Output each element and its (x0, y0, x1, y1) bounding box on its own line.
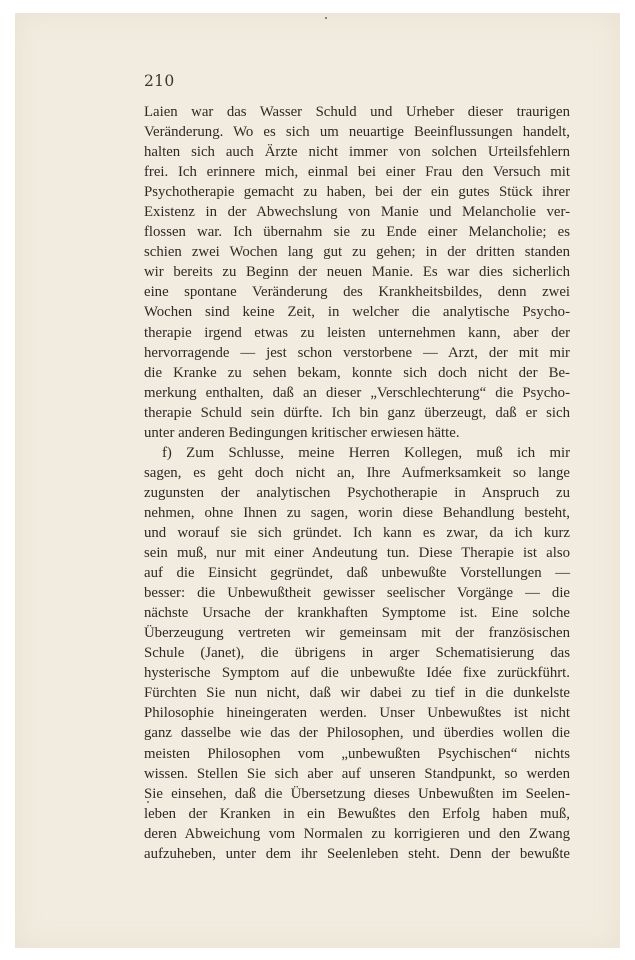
text-line: sagen, es geht doch nicht an, Ihre Aufmerksamkeit so lange (144, 464, 570, 481)
text-line: f) Zum Schlusse, meine Herren Kollegen, muß ich mir (162, 444, 570, 461)
page-number: 210 (144, 72, 175, 90)
text-line: nächste Ursache der krankhaften Symptome ist. Eine solche (144, 605, 570, 622)
text-line: zugunsten der analytischen Psychotherapie in Anspruch zu (144, 484, 570, 501)
text-line: deren Abweichung vom Normalen zu korrigieren und den Zwang (144, 825, 570, 842)
text-line: besser: die Unbewußtheit gewisser seelischer Vorgänge — die (144, 585, 570, 602)
text-line: schien zwei Wochen lang gut zu gehen; in der dritten standen (144, 244, 570, 261)
text-line: frei. Ich erinnere mich, einmal bei einer Frau den Versuch mit (144, 164, 570, 181)
text-line: nehmen, ohne Ihnen zu sagen, worin diese Behandlung besteht, (144, 504, 570, 521)
text-line: ganz dasselbe wie das der Philosophen, und überdies wollen die (144, 725, 570, 742)
text-line: wir bereits zu Beginn der neuen Manie. Es war dies sicherlich (144, 264, 570, 281)
body-text (144, 102, 570, 864)
text-line: Fürchten Sie nun nicht, daß wir dabei zu tief in die dunkelste (144, 685, 570, 702)
text-line: flossen war. Ich übernahm sie zu Ende einer Melancholie; es (144, 224, 570, 241)
text-line: Überzeugung vertreten wir gemeinsam mit der französischen (144, 625, 570, 642)
text-line: merkung enthalten, daß an dieser „Verschlechterung“ die Psycho- (144, 384, 570, 401)
text-line: hysterische Symptom auf die unbewußte Idée fixe zurückführt. (144, 665, 570, 682)
text-line: wissen. Stellen Sie sich aber auf unseren Standpunkt, so werden (144, 765, 570, 782)
text-line: therapie irgend etwas zu leisten unternehmen kann, aber der (144, 324, 570, 341)
top-margin-mark (325, 17, 327, 19)
text-line: meisten Philosophen vom „unbewußten Psychischen“ nichts (144, 745, 570, 762)
text-line: Existenz in der Abwechslung von Manie und Melancholie ver- (144, 204, 570, 221)
text-line: aufzuheben, unter dem ihr Seelenleben steht. Denn der bewußte (144, 845, 570, 862)
text-line: hervorragende — jest schon verstorbene — Arzt, der mit mir (144, 344, 570, 361)
text-line: leben der Kranken in ein Bewußtes den Erfolg haben muß, (144, 805, 570, 822)
text-line: auf die Einsicht gegründet, daß unbewußte Vorstellungen — (144, 565, 570, 582)
text-line: sein muß, nur mit einer Andeutung tun. Diese Therapie ist also (144, 545, 570, 562)
text-line: Philosophie hineingeraten werden. Unser Unbewußtes ist nicht (144, 705, 570, 722)
text-line: eine spontane Veränderung des Krankheitsbildes, denn zwei (144, 284, 570, 301)
text-line: Sie einsehen, daß die Übersetzung dieses Unbewußten im Seelen- (144, 785, 570, 802)
text-line: Wochen sind keine Zeit, in welcher die analytische Psycho- (144, 304, 570, 321)
text-line: Laien war das Wasser Schuld und Urheber dieser traurigen (144, 104, 570, 120)
text-line: Veränderung. Wo es sich um neuartige Beeinflussungen handelt, (144, 124, 570, 141)
text-line: Psychotherapie gemacht zu haben, bei der ein gutes Stück ihrer (144, 184, 570, 201)
text-line: unter anderen Bedingungen kritischer erwiesen hätte. (144, 424, 460, 441)
text-line: halten sich auch Ärzte nicht immer von solchen Urteilsfehlern (144, 144, 570, 161)
text-line: Schule (Janet), die übrigens in arger Schematisierung das (144, 645, 570, 662)
text-line: therapie Schuld sein dürfte. Ich bin ganz überzeugt, daß er sich (144, 404, 570, 421)
text-line: und worauf sie sich gründet. Ich kann es zwar, da ich kurz (144, 524, 570, 541)
text-line: die Kranke zu sehen bekam, konnte sich doch nicht der Be- (144, 364, 570, 381)
